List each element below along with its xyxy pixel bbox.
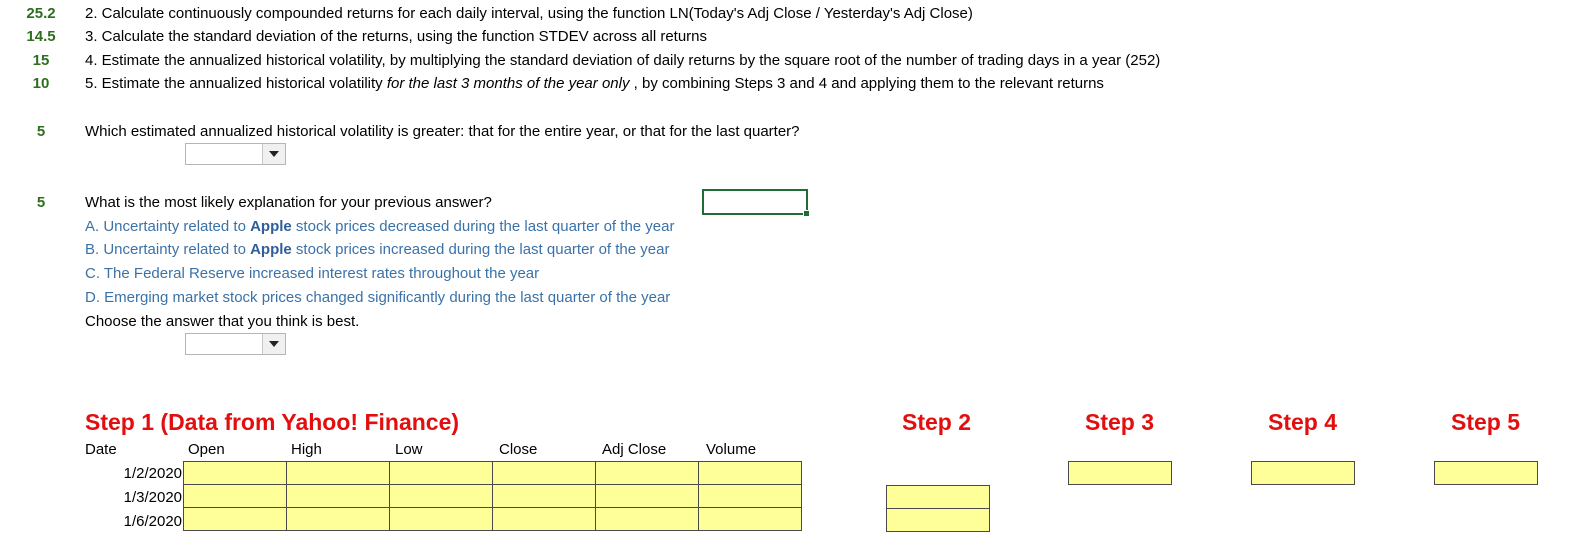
step-4-title: Step 4	[1268, 409, 1338, 435]
instruction-step-4: 4. Estimate the annualized historical volatility, by multiplying the standard deviation of daily returns by the square root of the number of trading days in a year (252)	[85, 52, 1161, 69]
column-header-volume: Volume	[706, 441, 757, 458]
step-5-input-cell[interactable]	[1434, 461, 1538, 485]
row-date: 1/3/2020	[123, 489, 182, 506]
question-volatility-greater: Which estimated annualized historical volatility is greater: that for the entire year, or that for the last quarter?	[85, 123, 800, 140]
input-cell[interactable]	[287, 485, 390, 508]
option-a: A. Uncertainty related to Apple stock prices decreased during the last quarter of the year	[85, 218, 675, 235]
step-4-input-cell[interactable]	[1251, 461, 1355, 485]
answer-dropdown-2[interactable]	[185, 333, 286, 355]
step-3-input-cell[interactable]	[1068, 461, 1172, 485]
answer-dropdown-1[interactable]	[185, 143, 286, 165]
column-header-low: Low	[395, 441, 423, 458]
input-cell[interactable]	[390, 485, 493, 508]
input-cell[interactable]	[493, 508, 596, 531]
input-cell[interactable]	[493, 485, 596, 508]
column-header-high: High	[291, 441, 322, 458]
input-cell[interactable]	[596, 485, 699, 508]
points-value: 5	[36, 123, 46, 140]
step-2-input-cell[interactable]	[886, 485, 990, 509]
input-cell[interactable]	[390, 462, 493, 485]
option-b: B. Uncertainty related to Apple stock prices increased during the last quarter of the year	[85, 241, 670, 258]
column-header-open: Open	[188, 441, 225, 458]
step-1-title: Step 1 (Data from Yahoo! Finance)	[85, 409, 460, 435]
option-c: C. The Federal Reserve increased interest rates throughout the year	[85, 265, 540, 282]
points-value: 15	[32, 52, 50, 69]
input-cell[interactable]	[699, 462, 802, 485]
points-value: 10	[32, 75, 50, 92]
row-date: 1/6/2020	[123, 513, 182, 530]
table-row	[184, 462, 802, 485]
input-cell[interactable]	[596, 462, 699, 485]
step-3-title: Step 3	[1085, 409, 1155, 435]
row-date: 1/2/2020	[123, 465, 182, 482]
chevron-down-icon[interactable]	[262, 144, 285, 164]
instruction-step-2: 2. Calculate continuously compounded returns for each daily interval, using the function LN(Today's Adj Close / Yesterday's Adj Close)	[85, 5, 973, 22]
table-row	[184, 508, 802, 531]
question-explanation: What is the most likely explanation for your previous answer?	[85, 194, 492, 211]
chevron-down-icon[interactable]	[262, 334, 285, 354]
step-2-title: Step 2	[902, 409, 972, 435]
column-header-adj-close: Adj Close	[602, 441, 667, 458]
selected-cell[interactable]	[702, 189, 808, 215]
input-cell[interactable]	[596, 508, 699, 531]
input-cell[interactable]	[184, 485, 287, 508]
input-cell[interactable]	[287, 508, 390, 531]
instruction-step-3: 3. Calculate the standard deviation of the returns, using the function STDEV across all returns	[85, 28, 708, 45]
input-cell[interactable]	[390, 508, 493, 531]
input-cell[interactable]	[493, 462, 596, 485]
choose-prompt: Choose the answer that you think is best.	[85, 313, 360, 330]
step-1-data-grid	[183, 461, 802, 531]
column-header-date: Date	[85, 441, 117, 458]
step-5-title: Step 5	[1451, 409, 1521, 435]
option-d: D. Emerging market stock prices changed significantly during the last quarter of the year	[85, 289, 671, 306]
points-value: 14.5	[26, 28, 56, 45]
points-value: 5	[36, 194, 46, 211]
instruction-step-5: 5. Estimate the annualized historical volatility for the last 3 months of the year only , by combining Steps 3 and 4 and applying them to the relevant returns	[85, 75, 1104, 92]
column-header-close: Close	[499, 441, 538, 458]
input-cell[interactable]	[699, 485, 802, 508]
table-row	[184, 485, 802, 508]
step-2-input-cell[interactable]	[886, 508, 990, 532]
input-cell[interactable]	[184, 462, 287, 485]
input-cell[interactable]	[184, 508, 287, 531]
input-cell[interactable]	[287, 462, 390, 485]
points-value: 25.2	[26, 5, 56, 22]
input-cell[interactable]	[699, 508, 802, 531]
